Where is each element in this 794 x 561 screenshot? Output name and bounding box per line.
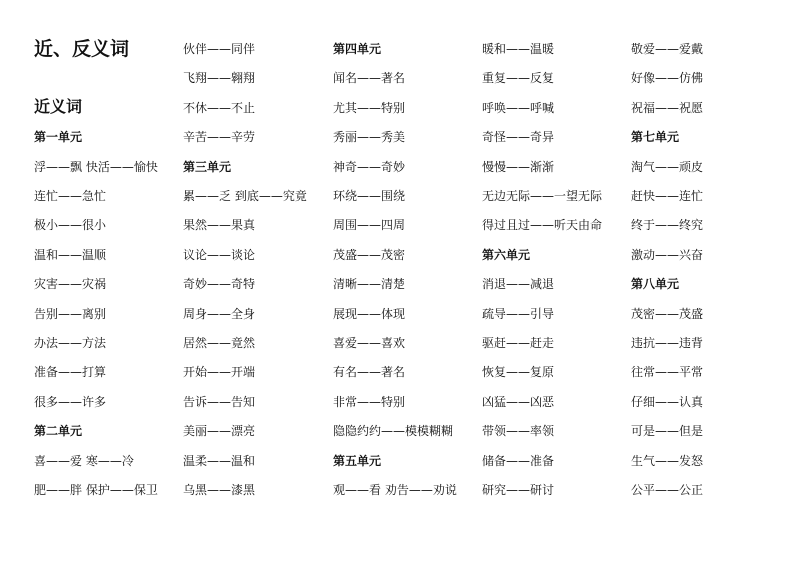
word-pair: 告诉——告知 — [183, 394, 256, 409]
word-pair: 很多——许多 — [34, 394, 107, 409]
word-pair: 敬爱——爱戴 — [631, 42, 704, 56]
word-pair: 准备——打算 — [34, 365, 107, 380]
word-pair: 淘气——顽皮 — [631, 159, 704, 174]
word-pair: 温柔——温和 — [183, 453, 256, 468]
word-pair: 连忙——急忙 — [34, 189, 107, 203]
word-pair: 生气——发怒 — [631, 453, 704, 468]
word-pair: 喜爱——喜欢 — [333, 336, 406, 350]
word-pair: 凶猛——凶恶 — [482, 394, 555, 409]
word-pair: 隐隐约约——模模糊糊 — [333, 424, 454, 439]
unit-heading: 第六单元 — [482, 247, 531, 262]
word-pair: 驱赶——赶走 — [482, 336, 555, 350]
word-pair: 往常——平常 — [631, 365, 704, 380]
word-pair: 居然——竟然 — [183, 336, 256, 350]
word-pair: 喜——爱 寒——冷 — [34, 453, 134, 468]
word-pair: 违抗——违背 — [631, 336, 704, 350]
word-pair: 环绕——围绕 — [333, 189, 406, 203]
word-pair: 茂密——茂盛 — [631, 306, 704, 321]
word-pair: 神奇——奇妙 — [333, 159, 406, 174]
word-pair: 研究——研讨 — [482, 483, 555, 497]
unit-heading: 第三单元 — [183, 159, 232, 174]
word-pair: 不休——不止 — [183, 100, 256, 115]
word-pair: 乌黑——漆黑 — [183, 483, 256, 497]
word-pair: 辛苦——辛劳 — [183, 130, 256, 145]
word-pair: 无边无际——一望无际 — [482, 189, 603, 203]
word-pair: 得过且过——听天由命 — [482, 218, 603, 233]
word-pair: 议论——谈论 — [183, 247, 256, 262]
word-pair: 疏导——引导 — [482, 306, 555, 321]
word-pair: 奇怪——奇异 — [482, 130, 555, 145]
word-pair: 非常——特别 — [333, 394, 406, 409]
word-pair: 慢慢——渐渐 — [482, 159, 555, 174]
word-pair: 告别——离别 — [34, 306, 107, 321]
word-pair: 极小——很小 — [34, 218, 107, 233]
word-pair: 激动——兴奋 — [631, 247, 704, 262]
word-pair: 带领——率领 — [482, 424, 555, 439]
word-pair: 仔细——认真 — [631, 394, 704, 409]
word-pair: 重复——反复 — [482, 71, 555, 86]
word-pair: 办法——方法 — [34, 336, 107, 350]
word-pair: 周围——四周 — [333, 218, 406, 233]
word-pair: 伙伴——同伴 — [183, 42, 256, 56]
word-pair: 清晰——清楚 — [333, 277, 406, 292]
word-pair: 可是——但是 — [631, 424, 704, 439]
word-pair: 公平——公正 — [631, 483, 704, 497]
word-pair: 灾害——灾祸 — [34, 277, 107, 292]
word-pair: 奇妙——奇特 — [183, 277, 256, 292]
word-pair: 累——乏 到底——究竟 — [183, 189, 307, 203]
word-pair: 展现——体现 — [333, 306, 406, 321]
section-title-synonyms: 近义词 — [34, 97, 83, 116]
word-pair: 浮——飘 快活——愉快 — [34, 159, 158, 174]
word-pair: 消退——减退 — [482, 277, 555, 292]
unit-heading: 第二单元 — [34, 424, 83, 439]
word-pair: 赶快——连忙 — [631, 189, 704, 203]
word-pair: 温和——温顺 — [34, 247, 107, 262]
word-pair: 呼唤——呼喊 — [482, 100, 555, 115]
word-pair: 观——看 劝告——劝说 — [333, 483, 457, 497]
word-pair: 尤其——特别 — [333, 100, 406, 115]
word-pair: 有名——著名 — [333, 365, 406, 380]
word-pair: 好像——仿佛 — [631, 71, 704, 86]
word-pair: 祝福——祝愿 — [631, 100, 704, 115]
word-pair: 美丽——漂亮 — [183, 424, 256, 439]
page-title: 近、反义词 — [34, 38, 130, 60]
word-pair: 开始——开端 — [183, 365, 256, 380]
unit-heading: 第一单元 — [34, 130, 83, 145]
unit-heading: 第八单元 — [631, 277, 680, 292]
word-pair: 暖和——温暖 — [482, 42, 555, 56]
word-pair: 闻名——著名 — [333, 71, 406, 86]
word-pair: 终于——终究 — [631, 218, 704, 233]
word-pair: 茂盛——茂密 — [333, 247, 406, 262]
unit-heading: 第四单元 — [333, 42, 382, 56]
word-pair: 秀丽——秀美 — [333, 130, 406, 145]
word-pair: 恢复——复原 — [482, 365, 555, 380]
unit-heading: 第五单元 — [333, 453, 382, 468]
word-pair: 储备——准备 — [482, 453, 555, 468]
word-pair: 肥——胖 保护——保卫 — [34, 483, 158, 497]
word-pair: 周身——全身 — [183, 306, 256, 321]
word-pair: 飞翔——翱翔 — [183, 71, 256, 86]
unit-heading: 第七单元 — [631, 130, 680, 145]
word-pair: 果然——果真 — [183, 218, 256, 233]
